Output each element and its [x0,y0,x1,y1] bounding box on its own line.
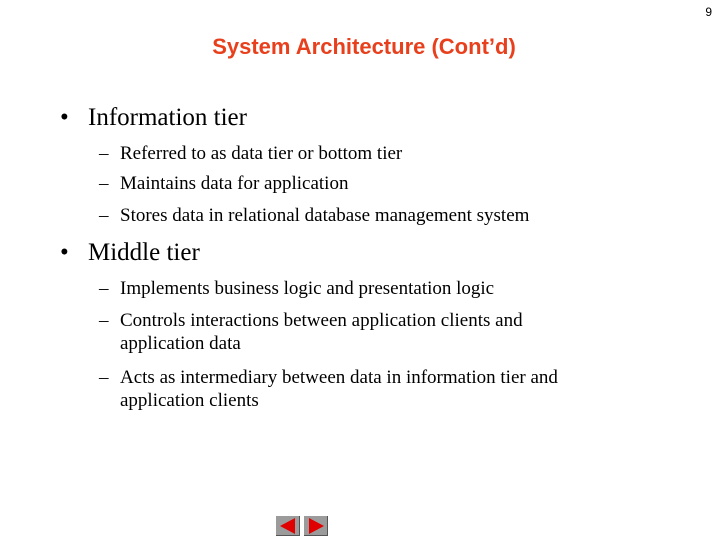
bullet-heading: Middle tier [88,239,200,266]
sub-bullet-text: Controls interactions between application clients and application data [120,310,523,354]
dash-marker: – [99,173,109,194]
next-slide-button[interactable] [304,516,328,536]
sub-bullet [99,366,639,412]
previous-slide-button[interactable] [276,516,300,536]
sub-bullet-text: Stores data in relational database management system [120,205,530,226]
sub-bullet [99,142,659,165]
sub-bullet [99,277,659,300]
dash-marker: – [99,278,109,299]
next-slide-icon [309,518,324,534]
dash-marker: – [99,310,109,331]
bullet-middle-tier [60,239,200,267]
slide-navigation [276,516,328,536]
sub-bullet-text: Referred to as data tier or bottom tier [120,143,403,164]
dash-marker: – [99,143,109,164]
dash-marker: – [99,367,109,388]
sub-bullet-text: Implements business logic and presentation logic [120,278,495,299]
dash-marker: – [99,205,109,226]
bullet-information-tier [60,104,247,132]
sub-bullet-text: Acts as intermediary between data in information tier and application clients [120,367,558,411]
slide-title: System Architecture (Cont’d) [212,34,516,59]
sub-bullet [99,172,659,195]
previous-slide-icon [280,518,295,534]
bullet-marker: • [60,239,69,266]
sub-bullet [99,204,659,227]
sub-bullet-text: Maintains data for application [120,173,349,194]
sub-bullet [99,309,599,355]
bullet-heading: Information tier [88,104,247,131]
bullet-marker: • [60,104,69,131]
page-number: 9 [705,5,712,19]
